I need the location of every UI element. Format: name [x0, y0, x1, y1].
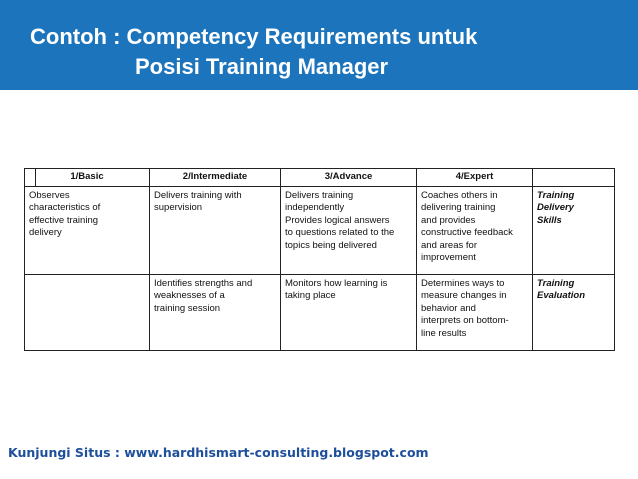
competency-table: [24, 168, 615, 351]
cell-text-line: characteristics of: [29, 202, 101, 213]
header-expert: 4/Expert: [417, 169, 533, 187]
cell-text-line: weaknesses of a: [154, 290, 225, 301]
cell-advance: [281, 186, 417, 274]
header-advance: 3/Advance: [281, 169, 417, 187]
cell-text-line: to questions related to the: [285, 227, 395, 238]
page-title-line-2: Posisi Training Manager: [135, 54, 389, 79]
cell-text-line: and provides: [421, 214, 476, 226]
page-title-line-1: Contoh : Competency Requirements untuk: [30, 24, 478, 49]
cell-text-line: training session: [154, 302, 221, 314]
cell-text-line: delivery: [29, 227, 62, 238]
cell-text-line: interprets on bottom-: [421, 315, 509, 326]
cell-text-line: supervision: [154, 202, 203, 213]
header-area: [533, 169, 615, 187]
title-banner: [0, 0, 638, 90]
cell-text-line: Observes: [29, 189, 70, 201]
cell-text-line: effective training: [29, 214, 99, 226]
cell-advance: [281, 274, 417, 350]
cell-text-line: Delivery: [537, 202, 574, 213]
website-footer: Kunjungi Situs : www.hardhismart-consulting.blogspot.com: [8, 445, 429, 460]
header-basic: 1/Basic: [25, 169, 150, 187]
table-header-row: [25, 169, 615, 187]
cell-basic: [25, 186, 150, 274]
cell-text-line: taking place: [285, 290, 336, 301]
cell-text-line: Monitors how learning is: [285, 277, 388, 289]
cell-basic: [25, 274, 150, 350]
cell-competency-area: [533, 274, 615, 350]
cell-text-line: Coaches others in: [421, 189, 498, 201]
cell-text-line: Identifies strengths and: [154, 277, 253, 289]
cell-text-line: Delivers training with: [154, 189, 242, 201]
cell-text-line: measure changes in: [421, 290, 507, 301]
cell-text-line: behavior and: [421, 302, 476, 314]
cell-text-line: Evaluation: [537, 290, 586, 301]
cell-text-line: Provides logical answers: [285, 214, 390, 226]
cell-text-line: Delivers training: [285, 189, 354, 201]
cell-text-line: independently: [285, 202, 345, 213]
table-row: [25, 274, 615, 350]
cell-text-line: and areas for: [421, 239, 477, 251]
cell-text-line: line results: [421, 327, 467, 339]
cell-text-line: Training: [537, 189, 575, 201]
table-row: [25, 186, 615, 274]
cell-expert: [417, 274, 533, 350]
cell-text-line: Training: [537, 277, 575, 289]
cell-text-line: constructive feedback: [421, 227, 513, 238]
cell-intermediate: [150, 274, 281, 350]
header-intermediate: 2/Intermediate: [150, 169, 281, 187]
cell-expert: [417, 186, 533, 274]
cell-text-line: Skills: [537, 214, 562, 226]
cell-text-line: delivering training: [421, 202, 496, 213]
cell-text-line: topics being delivered: [285, 239, 377, 251]
cell-intermediate: [150, 186, 281, 274]
cell-text-line: Determines ways to: [421, 277, 505, 289]
cell-competency-area: [533, 186, 615, 274]
cell-text-line: improvement: [421, 252, 476, 263]
